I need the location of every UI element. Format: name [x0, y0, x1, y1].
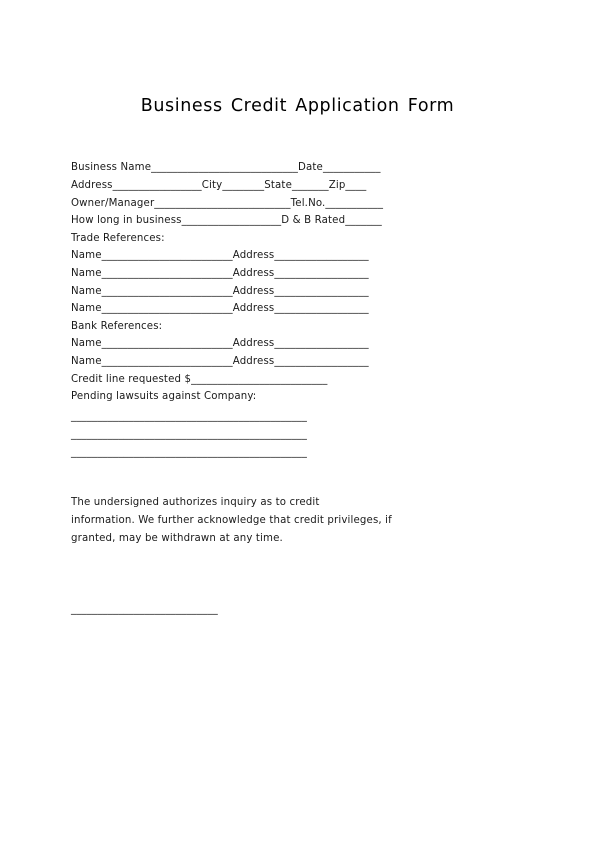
- statement-line-2: information. We further acknowledge that credit privileges, if: [71, 515, 392, 526]
- statement-line-3: granted, may be withdrawn at any time.: [71, 533, 283, 544]
- statement-line-1: The undersigned authorizes inquiry as to credit: [71, 497, 320, 508]
- form-label-pending-lawsuits: Pending lawsuits against Company:: [71, 391, 257, 402]
- form-line-trade-reference-2[interactable]: Name_________________________Address__________________: [71, 268, 369, 279]
- blank-line-lawsuits-1[interactable]: _____________________________________________: [71, 411, 307, 422]
- form-line-bank-reference-2[interactable]: Name_________________________Address__________________: [71, 356, 369, 367]
- form-line-owner-manager[interactable]: Owner/Manager__________________________Tel.No.___________: [71, 198, 384, 209]
- signature-line[interactable]: ____________________________: [71, 604, 218, 615]
- section-heading-bank-references: Bank References:: [71, 321, 163, 332]
- form-line-trade-reference-1[interactable]: Name_________________________Address__________________: [71, 250, 369, 261]
- form-line-how-long[interactable]: How long in business___________________D & B Rated_______: [71, 215, 382, 226]
- form-line-trade-reference-3[interactable]: Name_________________________Address__________________: [71, 286, 369, 297]
- form-line-credit-line[interactable]: Credit line requested $__________________________: [71, 374, 328, 385]
- section-heading-trade-references: Trade References:: [71, 233, 165, 244]
- form-line-trade-reference-4[interactable]: Name_________________________Address__________________: [71, 303, 369, 314]
- blank-line-lawsuits-2[interactable]: _____________________________________________: [71, 429, 307, 440]
- page-title: Business Credit Application Form: [140, 96, 455, 116]
- form-line-bank-reference-1[interactable]: Name_________________________Address__________________: [71, 338, 369, 349]
- form-line-business-name[interactable]: Business Name____________________________Date___________: [71, 162, 381, 173]
- form-line-address[interactable]: Address_________________City________State_______Zip____: [71, 180, 367, 191]
- blank-line-lawsuits-3[interactable]: _____________________________________________: [71, 447, 307, 458]
